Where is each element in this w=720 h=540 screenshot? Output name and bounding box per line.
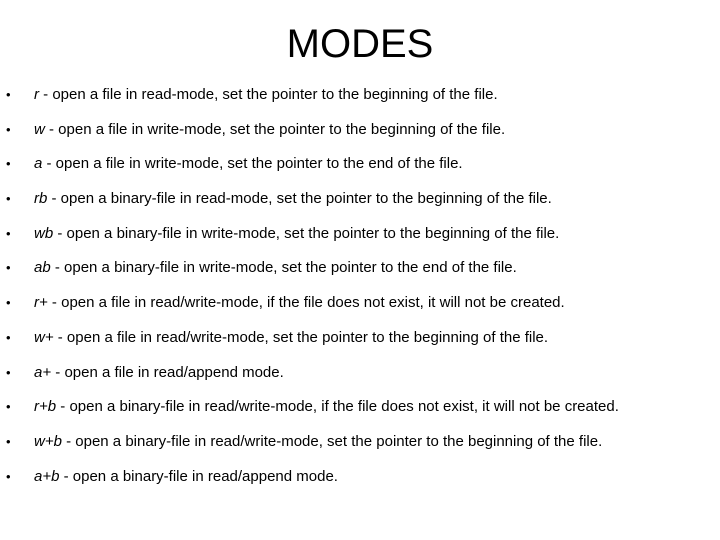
- list-item: [0, 286, 720, 321]
- mode-text: [34, 390, 619, 425]
- mode-description: - open a binary-file in read-mode, set the pointer to the beginning of the file.: [47, 190, 552, 208]
- mode-code: a+b: [34, 467, 60, 485]
- mode-text: [34, 78, 498, 113]
- bullet-icon: •: [6, 295, 11, 311]
- bullet-icon: •: [6, 329, 11, 345]
- mode-code: rb: [34, 190, 48, 208]
- mode-code: w: [34, 120, 45, 138]
- mode-list: [0, 78, 720, 494]
- mode-text: [34, 356, 284, 391]
- list-item: [0, 182, 720, 217]
- mode-description: - open a binary-file in read/write-mode, set the pointer to the beginning of the file.: [61, 432, 603, 450]
- mode-code: w+: [34, 328, 54, 346]
- bullet-icon: •: [6, 260, 11, 276]
- mode-description: - open a file in write-mode, set the pointer to the beginning of the file.: [44, 120, 506, 138]
- mode-text: [34, 147, 463, 182]
- bullet-icon: •: [6, 87, 11, 102]
- bullet-icon: •: [6, 364, 11, 380]
- mode-description: - open a file in read-mode, set the pointer to the beginning of the file.: [39, 86, 498, 103]
- mode-code: a: [34, 155, 43, 173]
- mode-description: - open a binary-file in write-mode, set the pointer to the end of the file.: [50, 259, 517, 277]
- mode-code: r+b: [34, 398, 57, 416]
- list-item: [0, 356, 720, 391]
- mode-text: [34, 460, 338, 495]
- page-title: MODES: [286, 22, 434, 66]
- list-item: [0, 321, 720, 356]
- mode-code: wb: [34, 224, 54, 242]
- mode-text: [34, 425, 602, 460]
- list-item: [0, 390, 720, 425]
- mode-text: [34, 321, 548, 356]
- mode-text: [34, 182, 552, 217]
- mode-code: r: [34, 86, 39, 103]
- mode-description: - open a binary-file in read/append mode.: [59, 467, 338, 485]
- mode-description: - open a binary-file in write-mode, set the pointer to the beginning of the file.: [53, 224, 560, 242]
- list-item: [0, 425, 720, 460]
- list-item: [0, 113, 720, 148]
- mode-text: [34, 286, 565, 321]
- mode-code: a+: [34, 363, 52, 381]
- mode-text: [34, 251, 517, 286]
- bullet-icon: •: [6, 121, 11, 137]
- mode-description: - open a file in read/write-mode, set the pointer to the beginning of the file.: [53, 328, 549, 346]
- mode-code: ab: [34, 259, 51, 277]
- bullet-icon: •: [6, 468, 11, 484]
- mode-code: r+: [34, 294, 48, 312]
- list-item: [0, 78, 720, 113]
- bullet-icon: •: [6, 191, 11, 207]
- bullet-icon: •: [6, 156, 11, 172]
- mode-description: - open a file in read/write-mode, if the file does not exist, it will not be created.: [47, 294, 565, 312]
- mode-description: - open a file in read/append mode.: [51, 363, 284, 381]
- list-item: [0, 217, 720, 252]
- mode-code: w+b: [34, 432, 62, 450]
- mode-description: - open a file in write-mode, set the pointer to the end of the file.: [42, 155, 463, 173]
- bullet-icon: •: [6, 399, 11, 415]
- list-item: [0, 147, 720, 182]
- bullet-icon: •: [6, 225, 11, 241]
- list-item: [0, 251, 720, 286]
- mode-text: [34, 113, 505, 148]
- mode-text: [34, 217, 559, 252]
- bullet-icon: •: [6, 433, 11, 449]
- list-item: [0, 460, 720, 495]
- mode-description: - open a binary-file in read/write-mode, if the file does not exist, it will not be created.: [56, 398, 619, 416]
